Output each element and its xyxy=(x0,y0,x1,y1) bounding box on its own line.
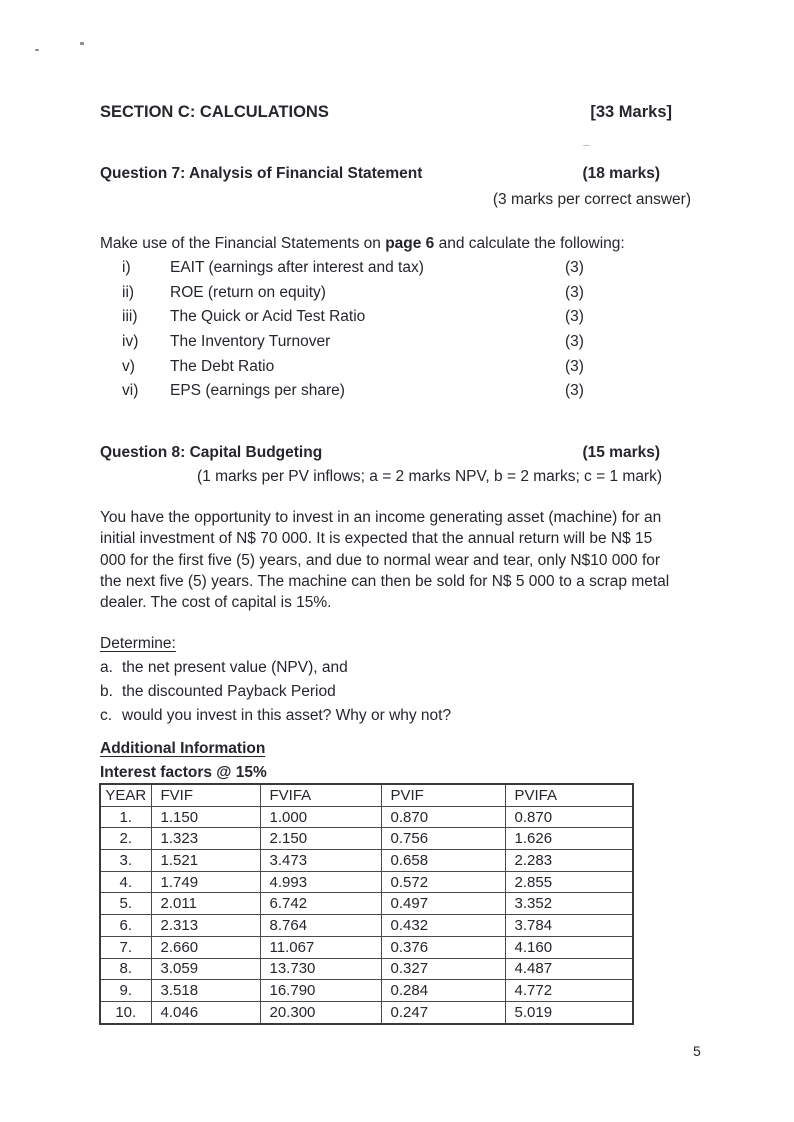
table-cell: 0.432 xyxy=(381,915,505,937)
item-text: would you invest in this asset? Why or why not? xyxy=(122,707,452,725)
question8-marks: (15 marks) xyxy=(582,444,660,461)
interest-factors-heading: Interest factors @ 15% xyxy=(100,764,267,781)
item-text: the net present value (NPV), and xyxy=(122,659,348,676)
paragraph-line: You have the opportunity to invest in an income generating asset (machine) for an xyxy=(100,509,662,526)
table-cell: 0.247 xyxy=(381,1001,505,1023)
table-row xyxy=(100,893,633,915)
item-text: EAIT (earnings after interest and tax) xyxy=(170,259,424,276)
question8-paragraph xyxy=(100,507,700,613)
item-marks: (3) xyxy=(565,382,584,400)
table-cell: 2.855 xyxy=(505,871,633,893)
list-item xyxy=(100,680,694,704)
table-row xyxy=(100,980,633,1002)
item-number: v) xyxy=(122,357,135,375)
question7-marks: (18 marks) xyxy=(582,165,660,182)
item-text: EPS (earnings per share) xyxy=(170,382,345,400)
list-item xyxy=(100,256,694,281)
table-cell: 8.764 xyxy=(260,915,381,937)
question7-intro-bold: page 6 xyxy=(385,235,435,252)
table-cell: 4.046 xyxy=(151,1001,260,1023)
paragraph-line: the next five (5) years. The machine can then be sold for N$ 5 000 to a scrap metal xyxy=(100,572,670,590)
table-cell: 0.376 xyxy=(381,936,505,958)
item-letter: b. xyxy=(100,683,113,701)
determine-list xyxy=(100,656,694,729)
list-item xyxy=(100,330,694,355)
list-item xyxy=(100,379,694,404)
table-row xyxy=(100,871,633,893)
item-text: The Debt Ratio xyxy=(170,357,275,375)
scan-artifact xyxy=(35,49,39,51)
paragraph-line: 000 for the first five (5) years, and due to normal wear and tear, only N$10 000 for xyxy=(100,551,661,569)
table-cell: 2.660 xyxy=(151,936,260,958)
scan-artifact xyxy=(80,42,84,45)
section-title: SECTION C: CALCULATIONS xyxy=(100,103,329,121)
interest-factors-table xyxy=(99,783,634,1025)
table-cell: 4.487 xyxy=(505,958,633,980)
table-row xyxy=(100,936,633,958)
table-cell: 2.011 xyxy=(151,893,260,915)
list-item xyxy=(100,656,694,680)
table-cell: 11.067 xyxy=(260,936,381,958)
table-cell: 20.300 xyxy=(260,1001,381,1023)
item-number: iii) xyxy=(122,308,138,326)
table-row xyxy=(100,850,633,872)
table-cell: 0.284 xyxy=(381,980,505,1002)
table-cell: 3.059 xyxy=(151,958,260,980)
table-cell: 4. xyxy=(100,871,151,893)
table-cell: 4.160 xyxy=(505,936,633,958)
item-number: vi) xyxy=(122,382,139,400)
question7-item-list xyxy=(100,256,694,404)
question7-intro-prefix: Make use of the Financial Statements on xyxy=(100,235,386,252)
table-header-cell: FVIF xyxy=(151,784,260,806)
table-cell: 4.993 xyxy=(260,871,381,893)
list-item xyxy=(100,281,694,306)
table-cell: 5. xyxy=(100,893,151,915)
section-heading-row xyxy=(100,103,694,122)
table-cell: 7. xyxy=(100,936,151,958)
item-marks: (3) xyxy=(565,259,584,276)
question8-heading-row xyxy=(100,444,694,462)
item-marks: (3) xyxy=(565,333,584,351)
table-cell: 0.327 xyxy=(381,958,505,980)
table-cell: 1.150 xyxy=(151,806,260,828)
page-number: 5 xyxy=(693,1043,701,1059)
table-cell: 6. xyxy=(100,915,151,937)
additional-info-heading: Additional Information xyxy=(100,740,266,757)
table-cell: 0.658 xyxy=(381,850,505,872)
table-cell: 13.730 xyxy=(260,958,381,980)
table-cell: 3.518 xyxy=(151,980,260,1002)
item-text: ROE (return on equity) xyxy=(170,283,326,301)
list-item xyxy=(100,305,694,330)
item-text: The Inventory Turnover xyxy=(170,333,331,351)
paragraph-line: dealer. The cost of capital is 15%. xyxy=(100,594,332,612)
question7-intro-suffix: and calculate the following: xyxy=(434,235,625,252)
table-row xyxy=(100,828,633,850)
determine-label: Determine: xyxy=(100,635,176,652)
question7-marks-note: (3 marks per correct answer) xyxy=(492,191,691,208)
question8-marks-note: (1 marks per PV inflows; a = 2 marks NPV, b = 2 marks; c = 1 mark) xyxy=(197,468,663,485)
table-header-cell: PVIFA xyxy=(505,784,633,806)
table-header-cell: PVIF xyxy=(381,784,505,806)
item-marks: (3) xyxy=(565,283,584,301)
question8-title: Question 8: Capital Budgeting xyxy=(100,444,323,461)
table-row xyxy=(100,958,633,980)
table-header-cell: FVIFA xyxy=(260,784,381,806)
table-cell: 4.772 xyxy=(505,980,633,1002)
item-text: The Quick or Acid Test Ratio xyxy=(170,308,366,326)
table-cell: 3.352 xyxy=(505,893,633,915)
table-cell: 10. xyxy=(100,1001,151,1023)
item-marks: (3) xyxy=(565,308,584,326)
table-cell: 1.749 xyxy=(151,871,260,893)
table-row xyxy=(100,915,633,937)
table-cell: 5.019 xyxy=(505,1001,633,1023)
item-marks: (3) xyxy=(565,357,584,375)
list-item xyxy=(100,704,694,728)
table-cell: 3. xyxy=(100,850,151,872)
table-cell: 1.323 xyxy=(151,828,260,850)
table-cell: 0.756 xyxy=(381,828,505,850)
table-cell: 1.000 xyxy=(260,806,381,828)
question7-intro xyxy=(100,235,625,253)
table-cell: 3.784 xyxy=(505,915,633,937)
table-cell: 0.497 xyxy=(381,893,505,915)
table-cell: 2.150 xyxy=(260,828,381,850)
item-letter: a. xyxy=(100,659,113,676)
table-cell: 9. xyxy=(100,980,151,1002)
table-cell: 1.626 xyxy=(505,828,633,850)
item-number: i) xyxy=(122,259,131,276)
paragraph-line: initial investment of N$ 70 000. It is expected that the annual return will be N$ 15 xyxy=(100,530,653,548)
table-header-row xyxy=(100,784,633,806)
table-cell: 2.283 xyxy=(505,850,633,872)
question7-marks-note-row xyxy=(100,191,694,209)
table-row xyxy=(100,1001,633,1023)
table-cell: 0.870 xyxy=(505,806,633,828)
question7-title: Question 7: Analysis of Financial Statement xyxy=(100,165,423,182)
item-number: ii) xyxy=(122,283,135,301)
table-cell: 0.870 xyxy=(381,806,505,828)
table-cell: 8. xyxy=(100,958,151,980)
table-row xyxy=(100,806,633,828)
item-text: the discounted Payback Period xyxy=(122,683,336,701)
section-marks: [33 Marks] xyxy=(590,103,672,121)
table-cell: 2.313 xyxy=(151,915,260,937)
table-cell: 3.473 xyxy=(260,850,381,872)
table-cell: 16.790 xyxy=(260,980,381,1002)
scan-artifact xyxy=(583,145,590,146)
table-cell: 6.742 xyxy=(260,893,381,915)
table-cell: 2. xyxy=(100,828,151,850)
table-cell: 1. xyxy=(100,806,151,828)
table-header-cell: YEAR xyxy=(100,784,151,806)
table-cell: 0.572 xyxy=(381,871,505,893)
table-cell: 1.521 xyxy=(151,850,260,872)
item-number: iv) xyxy=(122,333,139,351)
list-item xyxy=(100,355,694,380)
item-letter: c. xyxy=(100,707,113,725)
question7-heading-row xyxy=(100,165,694,183)
